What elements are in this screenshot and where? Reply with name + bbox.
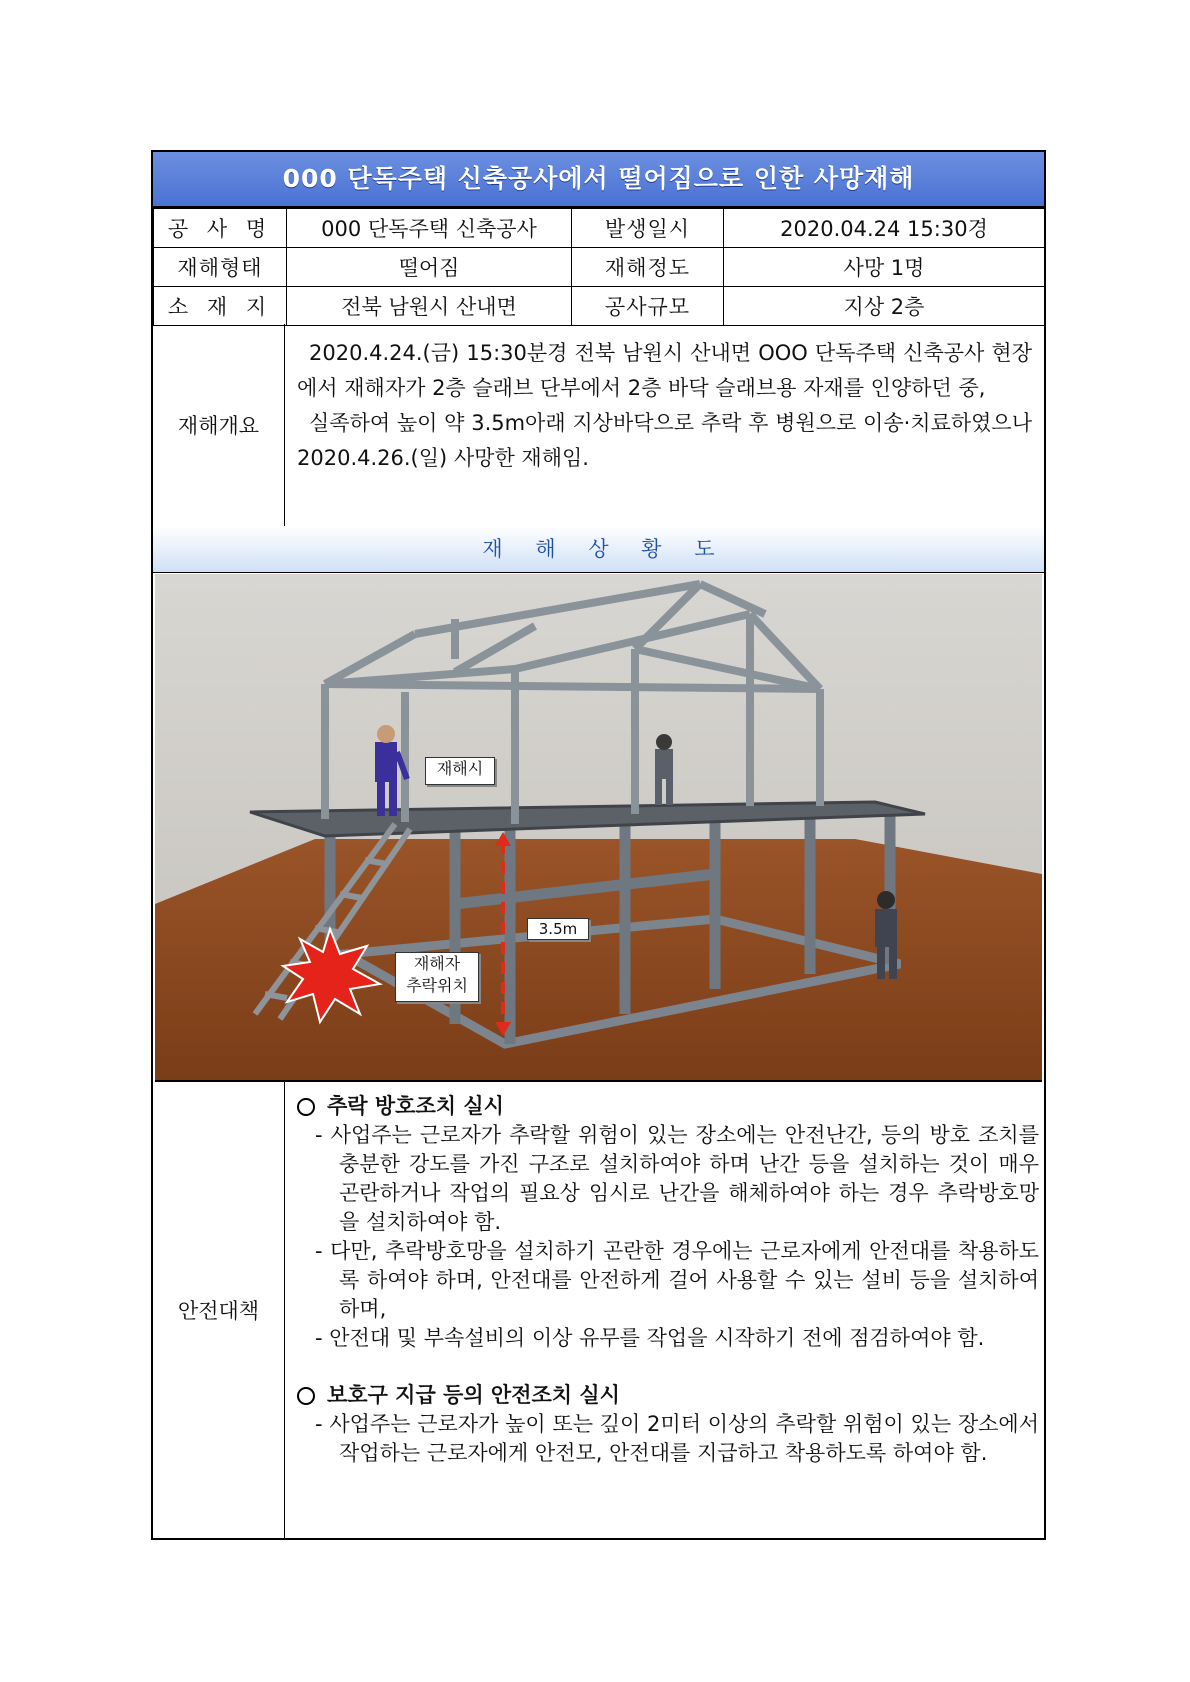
measure-heading-1 <box>291 1092 1039 1121</box>
overview-line-2: 실족하여 높이 약 3.5m아래 지상바닥으로 추락 후 병원으로 이송·치료하였으나 2020.4.26.(일) 사망한 재해임. <box>297 411 1032 470</box>
safety-measures <box>153 1082 1044 1538</box>
table-row <box>154 287 1045 326</box>
circle-bullet-icon <box>297 1387 315 1405</box>
table-row <box>154 248 1045 287</box>
label-date: 발생일시 <box>572 209 724 248</box>
overview-text <box>297 336 1032 476</box>
label-type: 재해형태 <box>154 248 287 287</box>
ground <box>155 839 1042 1080</box>
list-item: - 사업주는 근로자가 높이 또는 깊이 2미터 이상의 추락할 위험이 있는 장소에서 작업하는 근로자에게 안전모, 안전대를 지급하고 착용하도록 하여야 함. <box>315 1412 1039 1465</box>
callout-fall-location-line2: 추락위치 <box>406 976 468 995</box>
value-project: 000 단독주택 신축공사 <box>287 209 572 248</box>
value-scale: 지상 2층 <box>724 287 1045 326</box>
label-severity: 재해정도 <box>572 248 724 287</box>
measures-body <box>291 1092 1039 1468</box>
report-title: 000 단독주택 신축공사에서 떨어짐으로 인한 사망재해 <box>153 152 1044 208</box>
callout-fall-location-line1: 재해자 <box>413 954 461 973</box>
value-severity: 사망 1명 <box>724 248 1045 287</box>
measure-heading-2-text: 보호구 지급 등의 안전조치 실시 <box>327 1383 620 1407</box>
overview-line-1: 2020.4.24.(금) 15:30분경 전북 남원시 산내면 OOO 단독주택 신축공사 현장에서 재해자가 2층 슬래브 단부에서 2층 바닥 슬래브용 자재를 인양하던 중, <box>297 341 1032 400</box>
value-date: 2020.04.24 15:30경 <box>724 209 1045 248</box>
callout-accident-time: 재해시 <box>425 757 495 785</box>
callout-fall-height: 3.5m <box>527 918 589 940</box>
measures-label: 안전대책 <box>153 1082 285 1538</box>
value-location: 전북 남원시 산내면 <box>287 287 572 326</box>
table-row <box>154 209 1045 248</box>
measure-heading-2 <box>291 1381 1039 1410</box>
overview-label: 재해개요 <box>153 324 285 526</box>
accident-scene-illustration <box>155 574 1042 1082</box>
report-sheet <box>151 150 1046 1540</box>
info-table <box>153 208 1045 326</box>
scene-drawing <box>155 574 1042 1080</box>
scene-title: 재 해 상 황 도 <box>153 526 1044 573</box>
value-type: 떨어짐 <box>287 248 572 287</box>
measure-heading-1-text: 추락 방호조치 실시 <box>327 1094 504 1118</box>
callout-fall-location <box>395 952 479 1002</box>
list-item: - 안전대 및 부속설비의 이상 유무를 작업을 시작하기 전에 점검하여야 함. <box>315 1326 985 1350</box>
label-scale: 공사규모 <box>572 287 724 326</box>
circle-bullet-icon <box>297 1098 315 1116</box>
list-item: - 사업주는 근로자가 추락할 위험이 있는 장소에는 안전난간, 등의 방호 조치를 충분한 강도를 가진 구조로 설치하여야 하며 난간 등을 설치하는 것이 매우 곤란하거나 작업의 필요상 임시로 난간을 해체하여야 하는 경우 추락방호망을 설치하여야 함. <box>315 1123 1039 1234</box>
list-item: - 다만, 추락방호망을 설치하기 곤란한 경우에는 근로자에게 안전대를 착용하도록 하여야 하며, 안전대를 안전하게 걸어 사용할 수 있는 설비 등을 설치하여 하며, <box>315 1239 1039 1321</box>
label-location: 소 재 지 <box>154 287 287 326</box>
label-project: 공 사 명 <box>154 209 287 248</box>
accident-overview <box>153 324 1044 527</box>
